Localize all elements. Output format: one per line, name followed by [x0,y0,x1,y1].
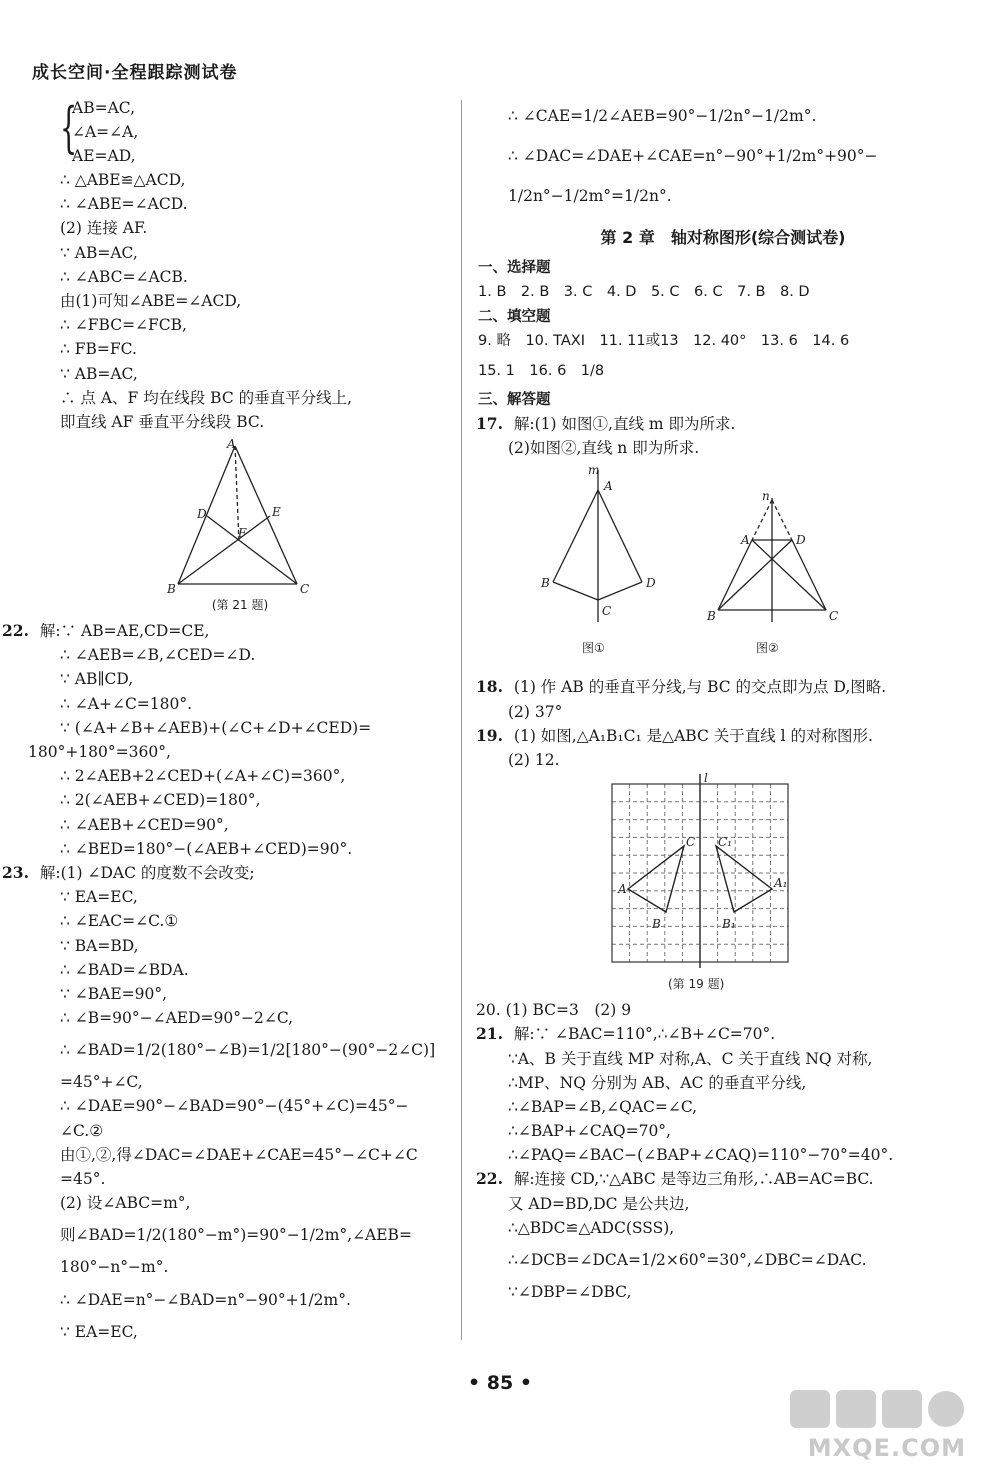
vertex-label: A [227,437,236,452]
question-18 [476,675,968,699]
watermark-url: MXQE.COM [807,1434,966,1462]
proof-line: 解:(1) 如图①,直线 m 即为所求. [513,415,736,433]
line-label: m [588,463,600,478]
question-number: 22. [2,621,29,641]
proof-line: ∵ AB∥CD, [60,670,134,689]
proof-line: ∴∠BAP+∠CAQ=70°, [508,1122,671,1141]
proof-line: 解:∵ AB=AE,CD=CE, [39,622,210,641]
proof-line: ∴ ∠BED=180°−(∠AEB+∠CED)=90°. [60,839,353,858]
proof-line: ∠C.② [60,1121,104,1140]
proof-line: ∴ ∠ABE=∠ACD. [60,195,188,214]
proof-line: ∴ ∠AEB+∠CED=90°, [60,815,229,834]
vertex-label: C [686,835,696,850]
proof-line: 180°+180°=360°, [28,743,171,761]
proof-line: 1/2n°−1/2m°=1/2n°. [508,187,672,205]
vertex-label: D [646,576,656,591]
vertex-label: B [652,917,661,932]
question-17 [476,412,968,436]
line-label: n [762,489,770,504]
fill-answers: 9. 略 10. TAXI 11. 11或13 12. 40° 13. 6 14. 6 [478,333,850,349]
proof-line: ∴ ∠BAD=∠BDA. [60,960,189,979]
figure-caption: 图② [756,641,779,656]
question-number: 23. [2,862,29,882]
proof-line: 则∠BAD=1/2(180°−m°)=90°−1/2m°,∠AEB= [60,1226,412,1245]
vertex-label: B [541,576,550,591]
proof-line: ∴∠DCB=∠DCA=1/2×60°=30°,∠DBC=∠DAC. [508,1251,867,1269]
proof-line: ∴ FB=FC. [60,340,137,359]
proof-line: (2)如图②,直线 n 即为所求. [508,439,700,458]
question-number: 21. [476,1024,503,1044]
proof-line: ∵ ∠BAE=90°, [60,984,168,1003]
vertex-label: F [238,526,247,541]
proof-line: ∴ ∠FBC=∠FCB, [60,316,187,335]
grid-reflection-diagram [478,772,968,998]
proof-line: 180°−n°−m°. [60,1258,169,1277]
proof-line: ∴∠BAP=∠B,∠QAC=∠C, [508,1097,698,1116]
question-20: 20. (1) BC=3 (2) 9 [476,1001,632,1020]
vertex-label: E [272,505,281,520]
proof-line: (2) 连接 AF. [60,219,148,238]
figure-caption: (第 21 题) [211,598,269,613]
proof-line: 解:(1) ∠DAC 的度数不会改变; [39,863,255,882]
figure-17 [478,460,968,675]
proof-line: (2) 设∠ABC=m°, [60,1194,191,1213]
proof-line: ∴ ∠ABC=∠ACB. [60,267,188,286]
proof-line: ∵∠DBP=∠DBC, [508,1283,632,1301]
brace-item: AE=AD, [72,147,136,165]
proof-line: ∴△BDC≌△ADC(SSS), [508,1218,675,1237]
proof-line: ∴ ∠DAC=∠DAE+∠CAE=n°−90°+1/2m°+90°− [508,147,878,165]
proof-line: ∴ ∠DAE=n°−∠BAD=n°−90°+1/2m°. [60,1290,351,1309]
question-23 [2,861,450,885]
left-column [2,96,450,1344]
proof-line: ∴ ∠EAC=∠C.① [60,912,179,931]
proof-line: 解:连接 CD,∵△ABC 是等边三角形,∴AB=AC=BC. [513,1170,874,1189]
vertex-label: C [300,582,310,597]
page-number: • 85 • [468,1372,532,1394]
proof-line: =45°. [60,1170,106,1188]
figure-caption: 图① [582,641,605,656]
figure-caption: (第 19 题) [668,977,725,992]
question-22-ch2 [476,1167,968,1191]
question-19 [476,724,968,748]
proof-line: ∵ (∠A+∠B+∠AEB)+(∠C+∠D+∠CED)= [60,718,372,737]
chapter-title: 第 2 章 轴对称图形(综合测试卷) [600,228,846,247]
figure-21 [30,434,450,619]
section-heading: 二、填空题 [478,309,551,325]
vertex-label: B [707,609,716,624]
proof-line: ∵ EA=EC, [60,888,138,907]
question-21 [476,1022,968,1046]
proof-line: ∵A、B 关于直线 MP 对称,A、C 关于直线 NQ 对称, [508,1049,873,1068]
kite-and-trapezoid-diagram [478,460,968,675]
proof-line: ∴∠PAQ=∠BAC−(∠BAP+∠CAQ)=110°−70°=40°. [508,1146,894,1165]
proof-line: ∴ 点 A、F 均在线段 BC 的垂直平分线上, [60,388,353,407]
proof-line: ∴ △ABE≌△ACD, [60,171,186,189]
proof-line: ∴ 2(∠AEB+∠CED)=180°, [60,791,261,810]
proof-line: ∴MP、NQ 分别为 AB、AC 的垂直平分线, [508,1073,807,1092]
proof-line: ∴ ∠DAE=90°−∠BAD=90°−(45°+∠C)=45°− [60,1097,409,1116]
vertex-label: D [197,507,207,522]
vertex-label: A₁ [774,876,788,891]
section-heading: 一、选择题 [478,260,551,276]
brace-item: ∠A=∠A, [72,123,139,141]
question-number: 19. [476,725,503,745]
proof-line: ∵ BA=BD, [60,936,139,955]
proof-line: ∴ ∠B=90°−∠AED=90°−2∠C, [60,1009,294,1028]
question-number: 17. [476,414,503,433]
proof-line: ∵ AB=AC, [60,364,138,383]
line-label: l [704,772,708,786]
fill-answers: 15. 1 16. 6 1/8 [478,363,605,379]
figure-19 [478,772,968,998]
proof-line: ∴ ∠AEB=∠B,∠CED=∠D. [60,646,256,665]
proof-line: ∵ EA=EC, [60,1322,138,1341]
vertex-label: A [741,533,750,548]
proof-line: (2) 12. [508,750,560,769]
proof-line: ∴ ∠CAE=1/2∠AEB=90°−1/2n°−1/2m°. [508,107,817,125]
choice-answers: 1. B 2. B 3. C 4. D 5. C 6. C 7. B 8. D [478,284,810,300]
brace-item: AB=AC, [72,99,135,117]
column-divider [461,100,462,1340]
vertex-label: A [604,479,613,494]
proof-line: ∴ 2∠AEB+2∠CED+(∠A+∠C)=360°, [60,767,346,786]
proof-line: (2) 37° [508,702,563,721]
system-of-conditions: { AB=AC, ∠A=∠A, AE=AD, [30,96,450,168]
proof-line: 即直线 AF 垂直平分线段 BC. [60,412,265,431]
right-column [478,96,968,1304]
proof-line: ∴ ∠A+∠C=180°. [60,694,193,713]
vertex-label: C [829,609,839,624]
vertex-label: B [167,582,176,597]
proof-line: =45°+∠C, [60,1073,143,1092]
vertex-label: B₁ [722,917,736,932]
proof-line: (1) 作 AB 的垂直平分线,与 BC 的交点即为点 D,图略. [513,678,887,697]
question-number: 22. [476,1169,503,1189]
proof-line: 解:∵ ∠BAC=110°,∴∠B+∠C=70°. [513,1025,776,1044]
vertex-label: A [618,882,627,897]
watermark-logo [786,1384,966,1434]
section-heading: 三、解答题 [478,392,551,408]
vertex-label: C [602,604,612,619]
proof-line: 又 AD=BD,DC 是公共边, [508,1194,690,1213]
triangle-diagram [30,434,450,619]
vertex-label: D [796,533,806,548]
proof-line: ∴ ∠BAD=1/2(180°−∠B)=1/2[180°−(90°−2∠C)] [60,1041,436,1060]
question-22 [2,619,450,643]
page-header: 成长空间·全程跟踪测试卷 [32,63,238,83]
vertex-label: C₁ [718,835,732,850]
proof-line: 由(1)可知∠ABE=∠ACD, [60,291,242,310]
proof-line: 由①,②,得∠DAC=∠DAE+∠CAE=45°−∠C+∠C [60,1145,418,1164]
proof-line: (1) 如图,△A₁B₁C₁ 是△ABC 关于直线 l 的对称图形. [513,726,873,745]
proof-line: ∵ AB=AC, [60,243,138,262]
question-number: 18. [476,677,503,697]
